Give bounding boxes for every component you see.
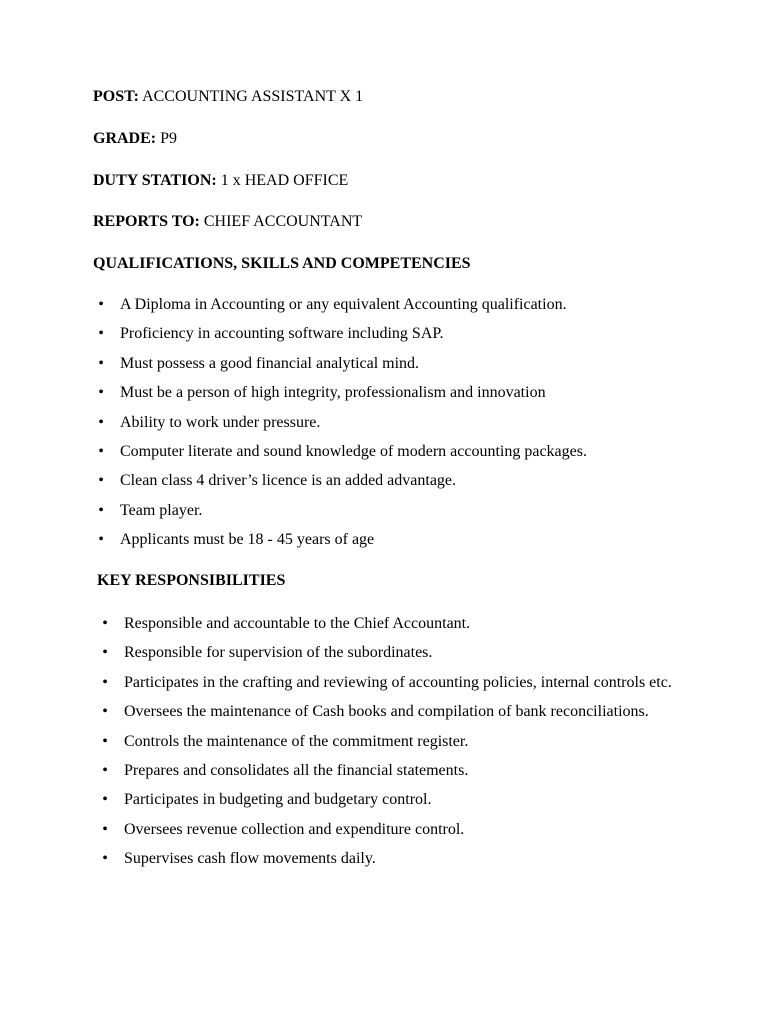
post-line [93,87,363,107]
bullet-marker: • [102,732,108,750]
bullet-marker: • [102,791,108,809]
list-item [97,727,677,756]
bullet-marker: • [98,501,104,519]
list-item [93,466,693,495]
list-item [97,668,677,697]
list-item-text: Team player. [120,501,203,519]
list-item [93,408,693,437]
list-item [97,638,677,667]
bullet-marker: • [98,472,104,490]
list-item-text: Ability to work under pressure. [120,413,321,431]
grade-line [93,129,177,149]
list-item [97,756,677,785]
bullet-marker: • [102,703,108,721]
reports-to-label: REPORTS TO: [93,213,200,230]
list-item-text: Oversees revenue collection and expenditure control. [124,820,465,838]
list-item-text: Responsible and accountable to the Chief Accountant. [124,615,471,632]
list-item [97,815,677,844]
list-item-text: Participates in budgeting and budgetary control. [124,791,432,809]
list-item [93,378,693,407]
bullet-marker: • [98,384,104,402]
list-item-text: Participates in the crafting and reviewing of accounting policies, internal controls etc. [124,673,672,691]
duty-station-label: DUTY STATION: [93,172,217,189]
list-item-text: Must possess a good financial analytical mind. [120,354,420,372]
bullet-marker: • [102,820,108,838]
list-item [97,609,677,638]
reports-to-line [93,212,362,232]
bullet-marker: • [98,325,104,343]
list-item [97,844,677,873]
list-item-text: Must be a person of high integrity, professionalism and innovation [120,384,546,402]
list-item [93,496,693,525]
list-item-text: Oversees the maintenance of Cash books and compilation of bank reconciliations. [124,703,649,721]
bullet-marker: • [102,644,108,662]
list-item [93,437,693,466]
responsibilities-heading: KEY RESPONSIBILITIES [97,572,286,589]
bullet-marker: • [98,413,104,431]
list-item [93,349,693,378]
grade-label: GRADE: [93,130,157,147]
list-item [97,785,677,814]
bullet-marker: • [102,673,108,691]
list-item [93,319,693,348]
duty-station-value: 1 x HEAD OFFICE [220,172,349,189]
list-item-text: Computer literate and sound knowledge of modern accounting packages. [120,443,587,461]
post-label: POST: [93,88,139,105]
responsibilities-list [97,609,677,874]
list-item-text: Proficiency in accounting software including SAP. [120,325,444,343]
bullet-marker: • [98,354,104,372]
bullet-marker: • [98,443,104,461]
duty-station-line [93,171,348,191]
list-item-text: Clean class 4 driver’s licence is an added advantage. [120,472,457,490]
qualifications-heading: QUALIFICATIONS, SKILLS AND COMPETENCIES [93,255,471,272]
list-item-text: Responsible for supervision of the subordinates. [124,644,433,662]
bullet-marker: • [102,762,108,780]
reports-to-value: CHIEF ACCOUNTANT [203,213,363,230]
list-item-text: Controls the maintenance of the commitment register. [124,732,469,750]
bullet-marker: • [98,296,104,313]
list-item [93,290,693,319]
post-value: ACCOUNTING ASSISTANT X 1 [142,88,364,105]
list-item [93,525,693,554]
list-item-text: Applicants must be 18 - 45 years of age [120,531,375,549]
bullet-marker: • [98,531,104,549]
list-item-text: Supervises cash flow movements daily. [124,850,376,868]
list-item [97,697,677,726]
qualifications-list [93,290,693,555]
list-item-text: Prepares and consolidates all the financial statements. [124,762,469,780]
bullet-marker: • [102,615,108,632]
grade-value: P9 [160,130,178,147]
list-item-text: A Diploma in Accounting or any equivalent Accounting qualification. [120,296,567,313]
bullet-marker: • [102,850,108,868]
